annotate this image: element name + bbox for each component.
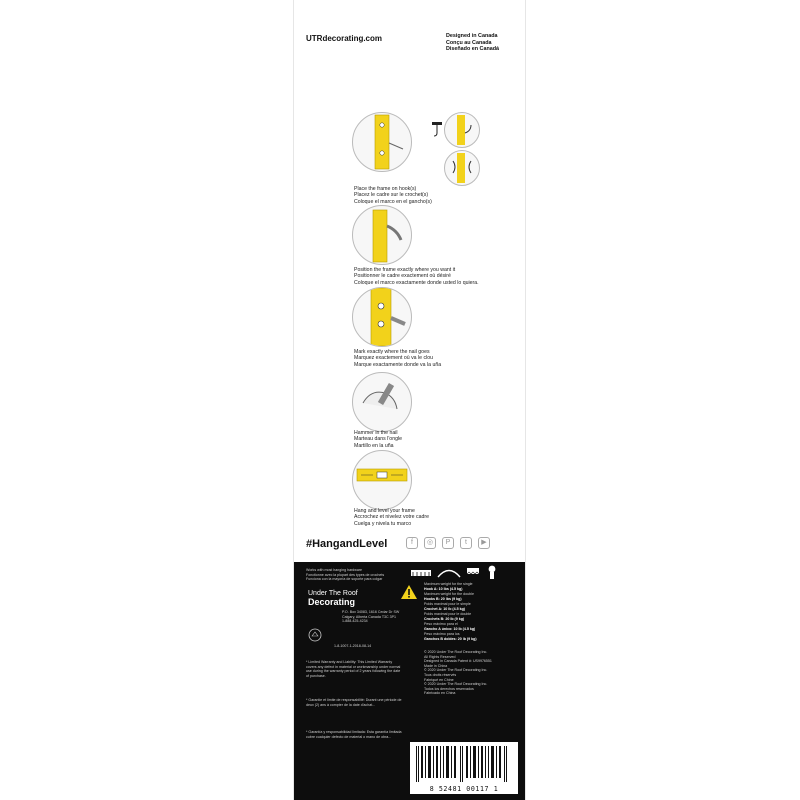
weight-line: Hooks B: 20 lbs (9 kg) xyxy=(424,597,462,601)
step-5-illustration xyxy=(352,450,412,510)
step-4-en: Hammer in the nail xyxy=(354,430,398,436)
copyright-line: Made in China xyxy=(424,663,448,668)
hook-b-detail xyxy=(444,150,480,186)
website-text: UTRdecorating.com xyxy=(306,34,383,43)
instructions-panel xyxy=(294,0,525,562)
designed-fr: Conçu au Canada xyxy=(446,39,492,46)
works-with-es: Funciona con la mayoría de soporte para colgar xyxy=(306,577,383,582)
barcode-bars xyxy=(410,742,518,782)
weight-line: Ganchos B dobles: 20 lb (9 kg) xyxy=(424,637,477,641)
copyright-line: Designed in Canada Patent #: US9976551 xyxy=(424,659,492,664)
step-4-text xyxy=(354,430,402,449)
recycle-icon xyxy=(308,628,322,642)
warning-icon xyxy=(400,584,418,600)
copyright-line: Fabricado en China xyxy=(424,691,456,696)
copyright-text xyxy=(424,650,520,696)
copyright-line: Fabriqué en Chine xyxy=(424,677,454,682)
hook-strip-icon xyxy=(410,568,432,578)
works-with-fr: Fonctionne avec la plupart des types de crochets xyxy=(306,572,385,577)
facebook-icon: f xyxy=(406,537,418,549)
designed-in-canada xyxy=(446,33,499,53)
barcode-number: 8 52481 00117 1 xyxy=(429,785,499,793)
designed-es: Diseñado en Canadá xyxy=(446,46,500,53)
step-3-es: Marque exactamente donde va la uña xyxy=(354,361,442,368)
step-3-fr: Marquez exactement où va le clou xyxy=(354,355,434,362)
copyright-line: © 2020 Under The Roof Decorating Inc. xyxy=(424,682,488,687)
step-1-es: Coloque el marco en el gancho(s) xyxy=(354,198,432,205)
warranty-fr: * Garantie et limite de responsabilité: Durant une période de deux (2) ans à compter de la date d'achat... xyxy=(306,698,402,707)
step-3-text xyxy=(354,349,441,368)
step-2-illustration xyxy=(352,205,412,265)
copyright-line: All Rights Reserved xyxy=(424,654,456,659)
hook-icon xyxy=(430,120,444,140)
copyright-line: © 2020 Under The Roof Decorating Inc. xyxy=(424,650,488,654)
step-5-fr: Accrochez et nivelez votre cadre xyxy=(354,514,429,521)
warranty-es: * Garantía y responsabilidad limitada: Esta garantía limitada cubre cualquier defecto de material o mano de obra... xyxy=(306,730,402,739)
copyright-line: Todos los derechos reservados xyxy=(424,686,474,691)
hashtag-text: #HangandLevel xyxy=(306,538,388,550)
step-4-es: Martillo en la uña xyxy=(354,442,394,449)
weight-limits xyxy=(424,582,520,642)
weight-line: Crochets B: 20 lb (9 kg) xyxy=(424,617,465,621)
step-5-en: Hang and level your frame xyxy=(354,508,415,514)
copyright-line: © 2020 Under The Roof Decorating Inc. xyxy=(424,668,488,673)
product-code: 1-8-1007-1-2018-08-14 xyxy=(334,644,372,648)
step-4-illustration xyxy=(352,372,412,432)
warranty-en: * Limited Warranty and Liability: This Limited Warranty covers any defect in material or workmanship under normal use during the warranty period of 2 years following the date of purchase. xyxy=(306,660,401,678)
step-2-fr: Positionner le cadre exactement où désiré xyxy=(354,273,451,280)
step-2-en: Position the frame exactly where you want it xyxy=(354,267,456,273)
product-package xyxy=(294,0,525,800)
youtube-icon: ▶ xyxy=(478,537,490,549)
address-line-2: Calgary, Alberta Canada T3C 3P1 xyxy=(342,614,397,619)
weight-line: Peso máximo para los xyxy=(424,632,460,636)
works-with-text xyxy=(306,568,402,582)
pinterest-icon: P xyxy=(442,537,454,549)
weight-line: Poids maximal pour le simple xyxy=(424,602,471,606)
step-2-text xyxy=(354,267,479,286)
step-4-fr: Marteau dans l'ongle xyxy=(354,436,402,443)
step-3-illustration xyxy=(352,287,412,347)
designed-en: Designed in Canada xyxy=(446,33,498,39)
weight-line: Poids maximal pour le double xyxy=(424,612,472,616)
barcode xyxy=(410,742,518,794)
weight-line: Gancho A único: 10 lb (4.5 kg) xyxy=(424,627,476,631)
address-line-1: P.O. Box 34083, 1616 Cedar Dr SW xyxy=(342,610,400,614)
weight-line: Peso máximo para el xyxy=(424,622,458,626)
d-ring-icon xyxy=(486,564,498,580)
social-icons xyxy=(406,537,490,549)
step-1-en: Place the frame on hook(s) xyxy=(354,186,417,192)
step-1-text xyxy=(354,186,432,205)
instagram-icon: ◎ xyxy=(424,537,436,549)
brand-line-1: Under The Roof xyxy=(308,590,358,597)
copyright-line: Tous droits réservés xyxy=(424,672,457,677)
step-1-illustration xyxy=(352,112,412,172)
sawtooth-icon xyxy=(466,566,480,578)
weight-line: Hook A: 10 lbs (4.5 kg) xyxy=(424,587,463,591)
step-2-es: Coloque el marco exactamente donde usted lo quiera. xyxy=(354,279,479,286)
info-panel xyxy=(294,562,525,800)
address-line-3: 1-888-425-4234 xyxy=(342,619,368,624)
hook-a-detail xyxy=(444,112,480,148)
step-3-en: Mark exactly where the nail goes xyxy=(354,349,430,355)
step-1-fr: Placez le cadre sur le crochet(s) xyxy=(354,192,429,199)
step-5-es: Cuelga y nivela tu marco xyxy=(354,520,412,527)
weight-line: Maximum weight for the double xyxy=(424,592,474,596)
wire-icon xyxy=(436,566,462,578)
weight-line: Maximum weight for the single xyxy=(424,582,473,586)
address-text xyxy=(342,610,402,624)
brand-line-2: Decorating xyxy=(308,597,356,607)
step-5-text xyxy=(354,508,429,527)
works-with-en: Works with most hanging hardware xyxy=(306,568,363,572)
twitter-icon: t xyxy=(460,537,472,549)
weight-line: Crochet A: 10 lb (4.5 kg) xyxy=(424,607,466,611)
brand-logo xyxy=(308,590,358,608)
